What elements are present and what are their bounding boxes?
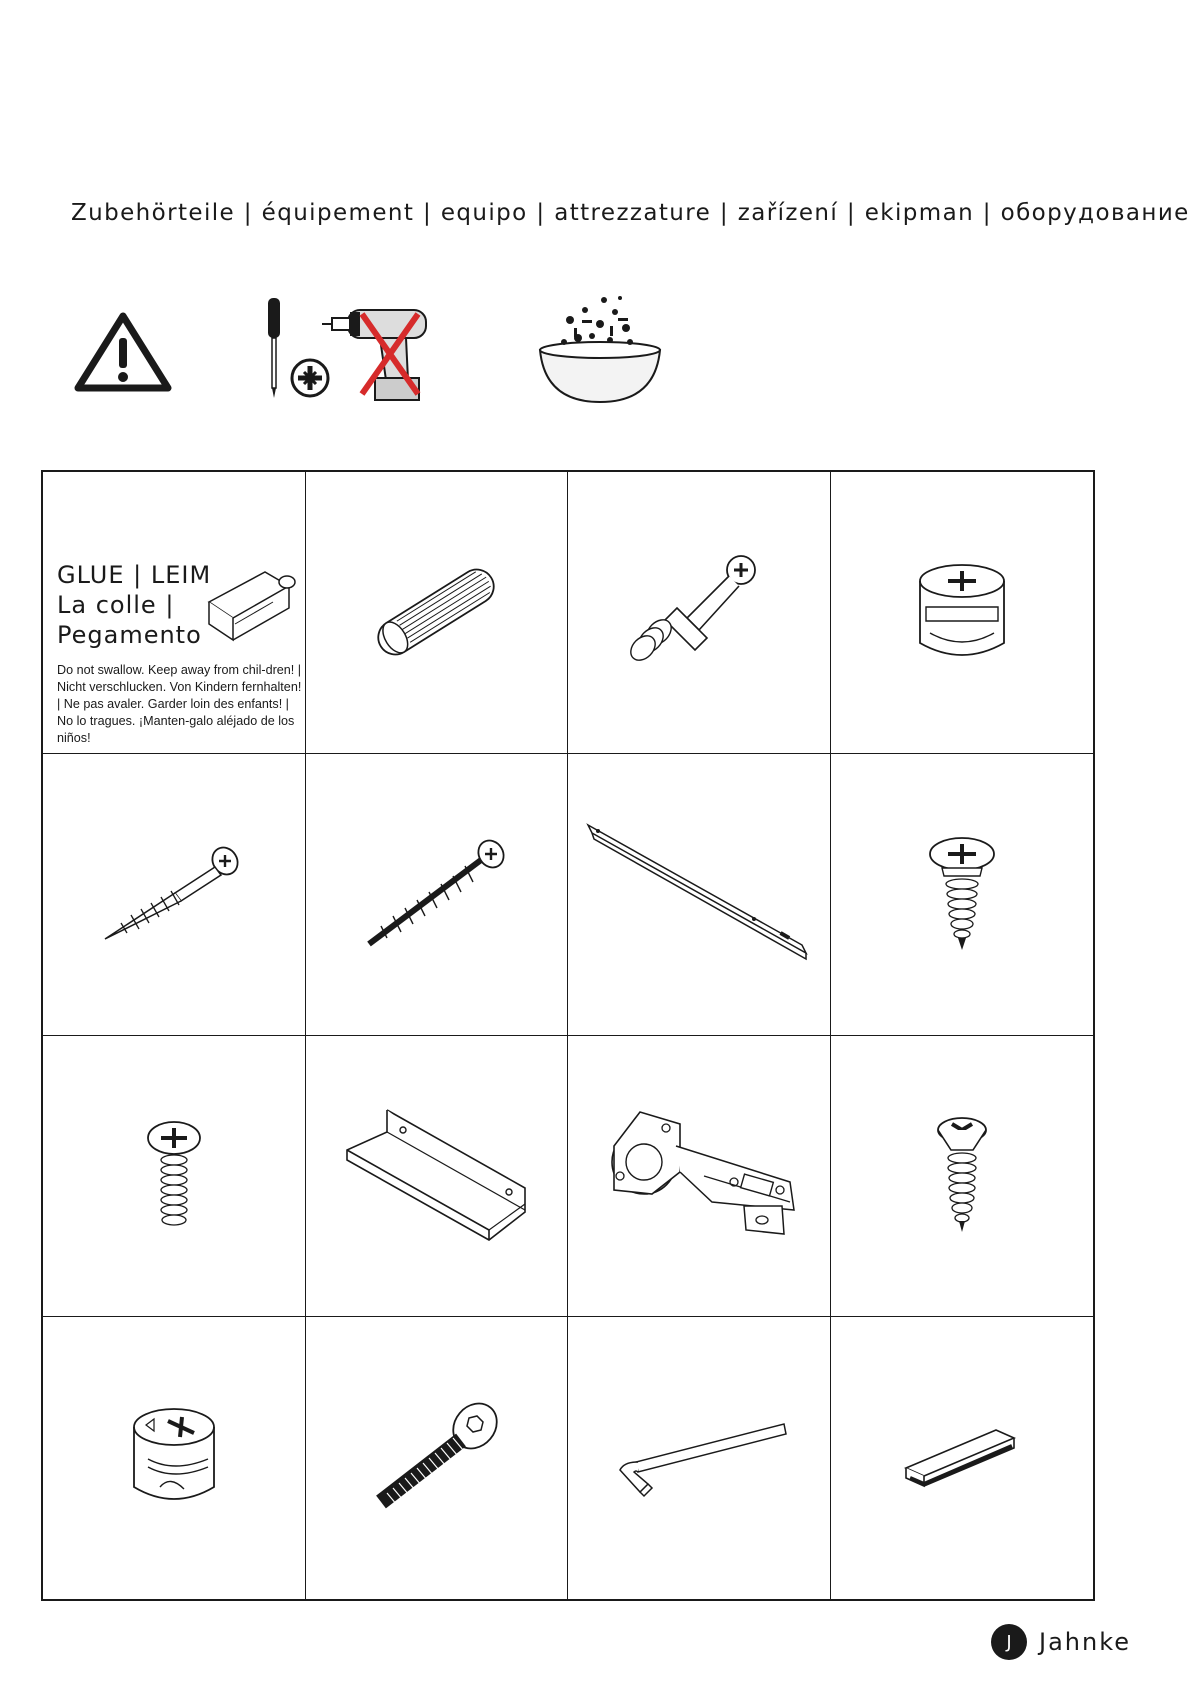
glue-title-line: Pegamento — [57, 621, 202, 649]
cam-lock-small-icon — [124, 1403, 224, 1513]
part-cell — [43, 1036, 306, 1318]
wood-screw-long-icon — [99, 839, 249, 949]
brand-mark-icon — [991, 1624, 1027, 1660]
page-title: Zubehörteile | équipement | equipo | attrezzature | zařízení | ekipman | оборудование — [71, 200, 1190, 226]
part-cell — [831, 1317, 1094, 1599]
pan-head-screw-icon — [922, 834, 1002, 954]
warning-icon — [74, 312, 172, 392]
cam-lock-icon — [912, 557, 1012, 667]
brand-name: Jahnke — [1038, 1628, 1131, 1656]
screwdriver-no-drill-icon — [260, 296, 450, 401]
glue-title-line: GLUE | LEIM — [57, 561, 212, 589]
glue-bottle-icon — [203, 562, 303, 642]
glue-title-line: La colle | — [57, 591, 175, 619]
metal-channel-icon — [341, 1106, 531, 1246]
wooden-dowel-icon — [361, 557, 511, 667]
plastic-cap-icon — [902, 1418, 1022, 1498]
part-cell — [43, 754, 306, 1036]
parts-bowl-icon — [530, 290, 670, 410]
drawer-rail-icon — [584, 819, 814, 969]
brand-logo — [991, 1624, 1131, 1660]
part-cell — [306, 754, 569, 1036]
part-cell — [568, 754, 831, 1036]
cam-bolt-icon — [629, 552, 769, 672]
hex-bolt-icon — [371, 1398, 501, 1518]
countersunk-screw-icon — [927, 1116, 997, 1236]
cabinet-hinge-icon — [594, 1106, 804, 1246]
part-cell — [306, 472, 569, 754]
instruction-icons — [60, 290, 760, 410]
glue-title — [57, 560, 211, 650]
part-cell — [568, 472, 831, 754]
part-cell — [306, 1317, 569, 1599]
part-cell — [306, 1036, 569, 1318]
brand-initial: J — [1006, 1631, 1012, 1653]
part-cell — [831, 754, 1094, 1036]
part-cell — [43, 1317, 306, 1599]
part-cell — [568, 1317, 831, 1599]
parts-grid — [41, 470, 1095, 1601]
part-cell — [831, 1036, 1094, 1318]
allen-key-icon — [604, 1418, 794, 1498]
part-cell — [831, 472, 1094, 754]
glue-warning-text: Do not swallow. Keep away from chil-dren! | Nicht verschlucken. Von Kindern fernhalten! | Ne pas avaler. Garder loin des enfants! | No lo tragues. ¡Manten-galo aléjado de los niños! — [57, 663, 302, 745]
round-head-screw-icon — [139, 1116, 209, 1236]
chipboard-screw-icon — [361, 834, 511, 954]
part-cell — [568, 1036, 831, 1318]
glue-cell — [43, 472, 306, 754]
